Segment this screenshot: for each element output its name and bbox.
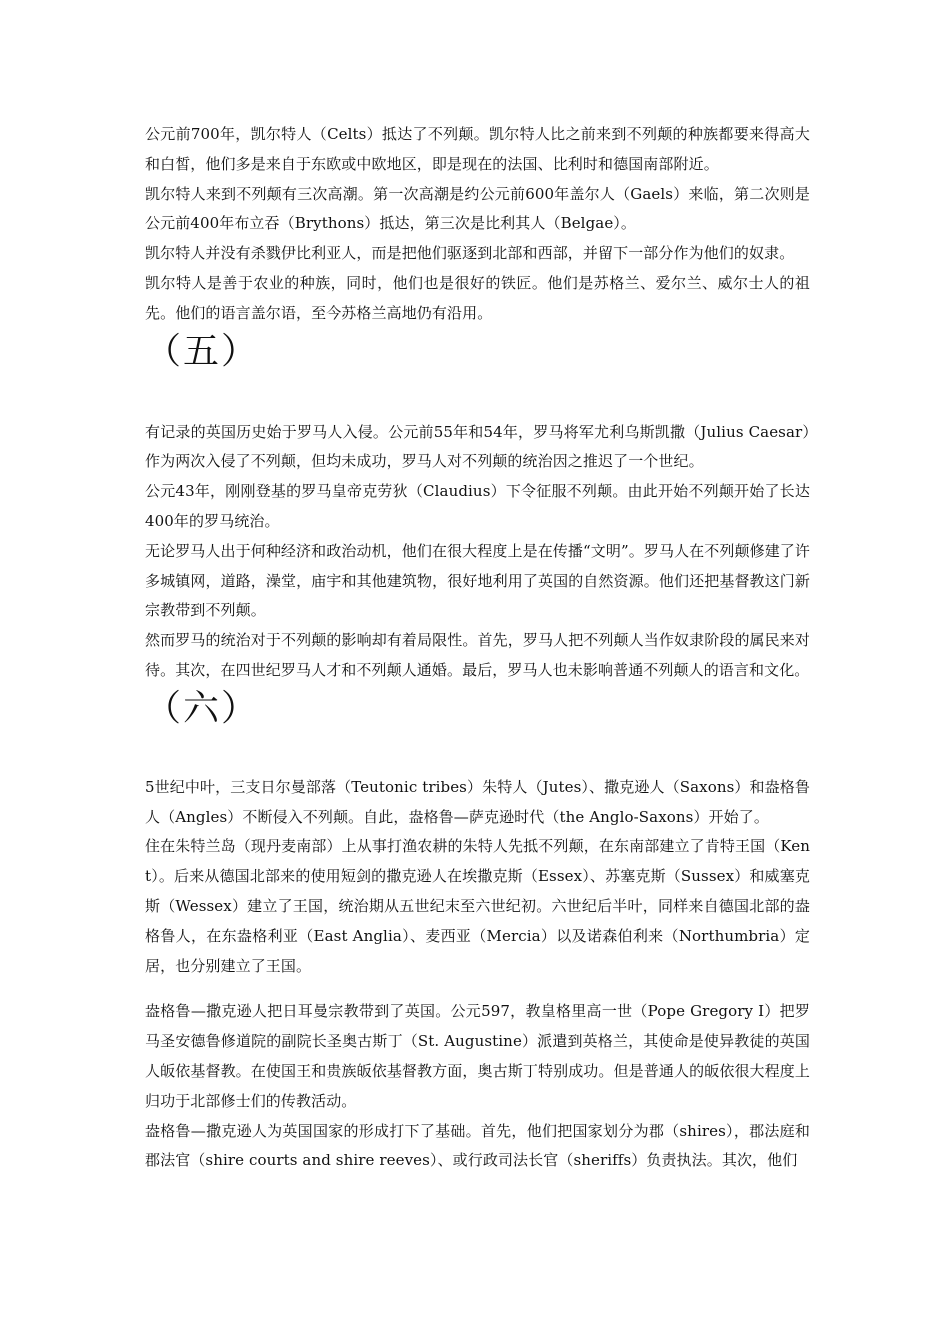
paragraph: 5世纪中叶，三支日尔曼部落（Teutonic tribes）朱特人（Jutes）、撒克逊人（Saxons）和盎格鲁人（Angles）不断侵入不列颠。自此，盎格鲁—萨克逊时代（the Anglo-Saxons）开始了。 xyxy=(145,777,810,826)
paragraph: 凯尔特人是善于农业的种族，同时，他们也是很好的铁匠。他们是苏格兰、爱尔兰、威尔士人的祖先。他们的语言盖尔语，至今苏格兰高地仍有沿用。 xyxy=(145,273,810,322)
paragraph: 无论罗马人出于何种经济和政治动机，他们在很大程度上是在传播“文明”。罗马人在不列颠修建了许多城镇网，道路，澡堂，庙宇和其他建筑物，很好地利用了英国的自然资源。他们还把基督教这门新宗教带到不列颠。 xyxy=(145,541,810,620)
paragraph: 盎格鲁—撒克逊人把日耳曼宗教带到了英国。公元597，教皇格里高一世（Pope Gregory I）把罗马圣安德鲁修道院的副院长圣奥古斯丁（St. Augustine）派遣到英格兰，其使命是使异教徒的英国人皈依基督教。在使国王和贵族皈依基督教方面，奥古斯丁特别成功。但是普通人的皈依很大程度上归功于北部修士们的传教活动。 xyxy=(145,1002,810,1110)
paragraph: 公元前700年，凯尔特人（Celts）抵达了不列颠。凯尔特人比之前来到不列颠的种族都要来得高大和白皙，他们多是来自于东欧或中欧地区，即是现在的法国、比利时和德国南部附近。 xyxy=(145,125,810,173)
paragraph: 然而罗马的统治对于不列颠的影响却有着局限性。首先，罗马人把不列颠人当作奴隶阶段的属民来对待。其次，在四世纪罗马人才和不列颠人通婚。最后，罗马人也未影响普通不列颠人的语言和文化。 xyxy=(145,631,810,679)
paragraph: 盎格鲁—撒克逊人为英国国家的形成打下了基础。首先，他们把国家划分为郡（shires），郡法庭和郡法官（shire courts and shire reeves）、或行政司法长官（sheriffs）负责执法。其次，他们 xyxy=(145,1121,810,1170)
paragraph: 住在朱特兰岛（现丹麦南部）上从事打渔农耕的朱特人先抵不列颠，在东南部建立了肯特王国（Kent）。后来从德国北部来的使用短剑的撒克逊人在埃撒克斯（Essex）、苏塞克斯（Sussex）和威塞克斯（Wessex）建立了王国，统治期从五世纪末至六世纪初。六世纪后半叶，同样来自德国北部的盎格鲁人，在东盎格利亚（East Anglia）、麦西亚（Mercia）以及诺森伯利来（Northumbria）定居，也分别建立了王国。 xyxy=(145,837,810,975)
paragraph: 公元43年，刚刚登基的罗马皇帝克劳狄（Claudius）下令征服不列颠。由此开始不列颠开始了长达400年的罗马统治。 xyxy=(145,482,810,530)
document-body xyxy=(145,120,810,1176)
paragraph: 凯尔特人来到不列颠有三次高潮。第一次高潮是约公元前600年盖尔人（Gaels）来临，第二次则是公元前400年布立吞（Brythons）抵达，第三次是比利其人（Belgae）。 xyxy=(145,184,810,233)
section-heading-6: （六） xyxy=(145,687,260,729)
paragraph-gap xyxy=(145,981,810,997)
paragraph: 有记录的英国历史始于罗马人入侵。公元前55年和54年，罗马将军尤利乌斯凯撒（Julius Caesar）作为两次入侵了不列颠，但均未成功，罗马人对不列颠的统治因之推迟了一个世纪。 xyxy=(145,422,810,471)
paragraph: 凯尔特人并没有杀戮伊比利亚人，而是把他们驱逐到北部和西部，并留下一部分作为他们的奴隶。 xyxy=(145,244,795,263)
section-heading-5: （五） xyxy=(145,330,260,372)
